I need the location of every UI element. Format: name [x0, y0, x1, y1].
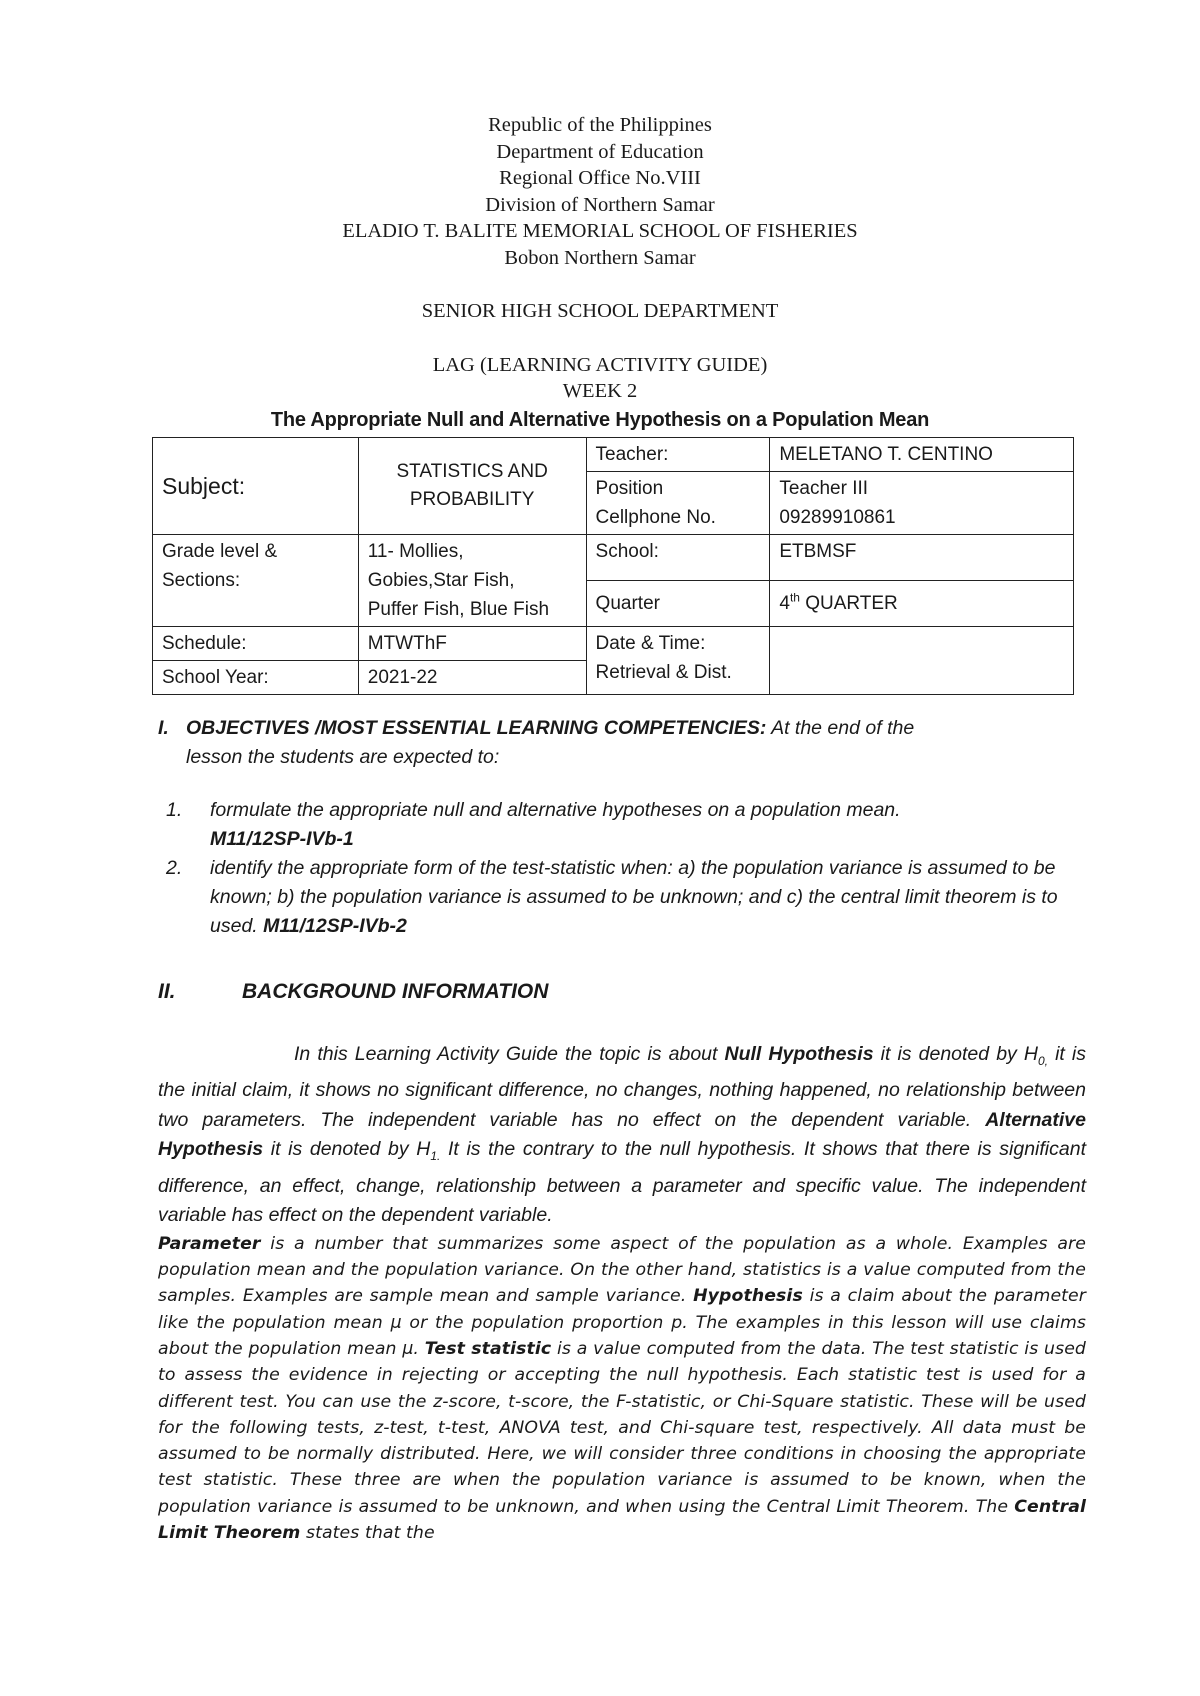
background-heading: II. BACKGROUND INFORMATION — [158, 980, 549, 1003]
teacher-value: MELETANO T. CENTINO — [770, 438, 1074, 472]
grade-value: 11- Mollies, Gobies,Star Fish, Puffer Fish, Blue Fish — [358, 535, 586, 627]
subject-label: Subject: — [153, 438, 359, 535]
subject-value: STATISTICS AND PROBABILITY — [358, 438, 586, 535]
header-line: Regional Office No.VIII — [499, 167, 701, 189]
position-cellphone-labels: Position Cellphone No. — [586, 472, 770, 535]
department-line: SENIOR HIGH SCHOOL DEPARTMENT — [421, 300, 779, 322]
school-label: School: — [586, 535, 770, 581]
objectives-section — [158, 714, 1078, 961]
lesson-title: The Appropriate Null and Alternative Hypothesis on a Population Mean — [270, 409, 930, 431]
background-paragraph-1: In this Learning Activity Guide the topic is about Null Hypothesis it is denoted by $H_{0,}$ it is the initial claim, it shows no significant difference, no changes, nothing happened, no relationship between two parameters. The independent variable has no effect on the dependent variable. Alternative Hypothesis it is denoted by $H_{1.}$ It is the contrary to the null hypothesis. It shows that there is significant difference, an effect, change, relationship between a parameter and specific value. The independent variable has effect on the dependent variable. — [158, 1043, 1087, 1227]
objectives-numeral: I. — [158, 717, 169, 739]
document-header — [0, 112, 1200, 405]
background-numeral: II. — [158, 980, 176, 1003]
teacher-label: Teacher: — [586, 438, 770, 472]
week-line: WEEK 2 — [562, 380, 638, 402]
objective-item: 2. identify the appropriate form of the test-statistic when: a) the population variance is assumed to be known; b) the population variance is assumed to be unknown; and c) the central limit theorem is to used. M11/12SP-IVb-2 — [166, 857, 1058, 937]
objectives-intro: lesson the students are expected to: — [186, 746, 500, 768]
quarter-label: Quarter — [586, 581, 770, 627]
schedule-value: MTWThF — [358, 627, 586, 661]
header-line: Division of Northern Samar — [485, 193, 715, 216]
date-value — [770, 627, 1074, 695]
objectives-heading: OBJECTIVES /MOST ESSENTIAL LEARNING COMPETENCIES: — [186, 717, 767, 739]
objectives-heading-text: OBJECTIVES /MOST ESSENTIAL LEARNING COMPETENCIES: At the end of the — [186, 717, 915, 739]
header-line: Department of Education — [496, 140, 704, 163]
header-line: Republic of the Philippines — [488, 114, 712, 136]
quarter-value: 4th QUARTER — [770, 581, 1074, 627]
school-value: ETBMSF — [770, 535, 1074, 581]
info-table — [152, 437, 1074, 695]
position-cellphone-values: Teacher III 09289910861 — [770, 472, 1074, 535]
background-body — [158, 1040, 1086, 1546]
background-paragraph-2: Parameter is a number that summarizes some aspect of the population as a whole. Examples are population mean and the population variance. On the other hand, statistics is a value computed from the samples. Examples are sample mean and sample variance. Hypothesis is a claim about the parameter like the population mean μ or the population proportion p. The examples in this lesson will use claims about the population mean μ. Test statistic is a value computed from the data. The test statistic is used to assess the evidence in rejecting or accepting the null hypothesis. Each statistic test is used for a different test. You can use the z-score, t-score, the F-statistic, or Chi-Square statistic. These will be used for the following tests, z-test, t-test, ANOVA test, and Chi-square test, respectively. All data must be assumed to be normally distributed. Here, we will consider three conditions in choosing the appropriate test statistic. These three are when the population variance is assumed to be known, when the population variance is assumed to be unknown, and when using the Central Limit Theorem. The Central Limit Theorem states that the — [158, 1233, 1086, 1544]
objectives-list — [158, 796, 1078, 941]
school-year-label: School Year: — [153, 661, 359, 695]
header-line: ELADIO T. BALITE MEMORIAL SCHOOL OF FISHERIES — [342, 220, 858, 242]
grade-label: Grade level & Sections: — [153, 535, 359, 627]
school-year-value: 2021-22 — [358, 661, 586, 695]
lag-line: LAG (LEARNING ACTIVITY GUIDE) — [432, 353, 768, 376]
objective-item: 1. formulate the appropriate null and alternative hypotheses on a population mean. M11/12SP-IVb-1 — [166, 799, 901, 850]
schedule-label: Schedule: — [153, 627, 359, 661]
header-line: Bobon Northern Samar — [504, 246, 696, 269]
date-label: Date & Time: Retrieval & Dist. — [586, 627, 770, 695]
